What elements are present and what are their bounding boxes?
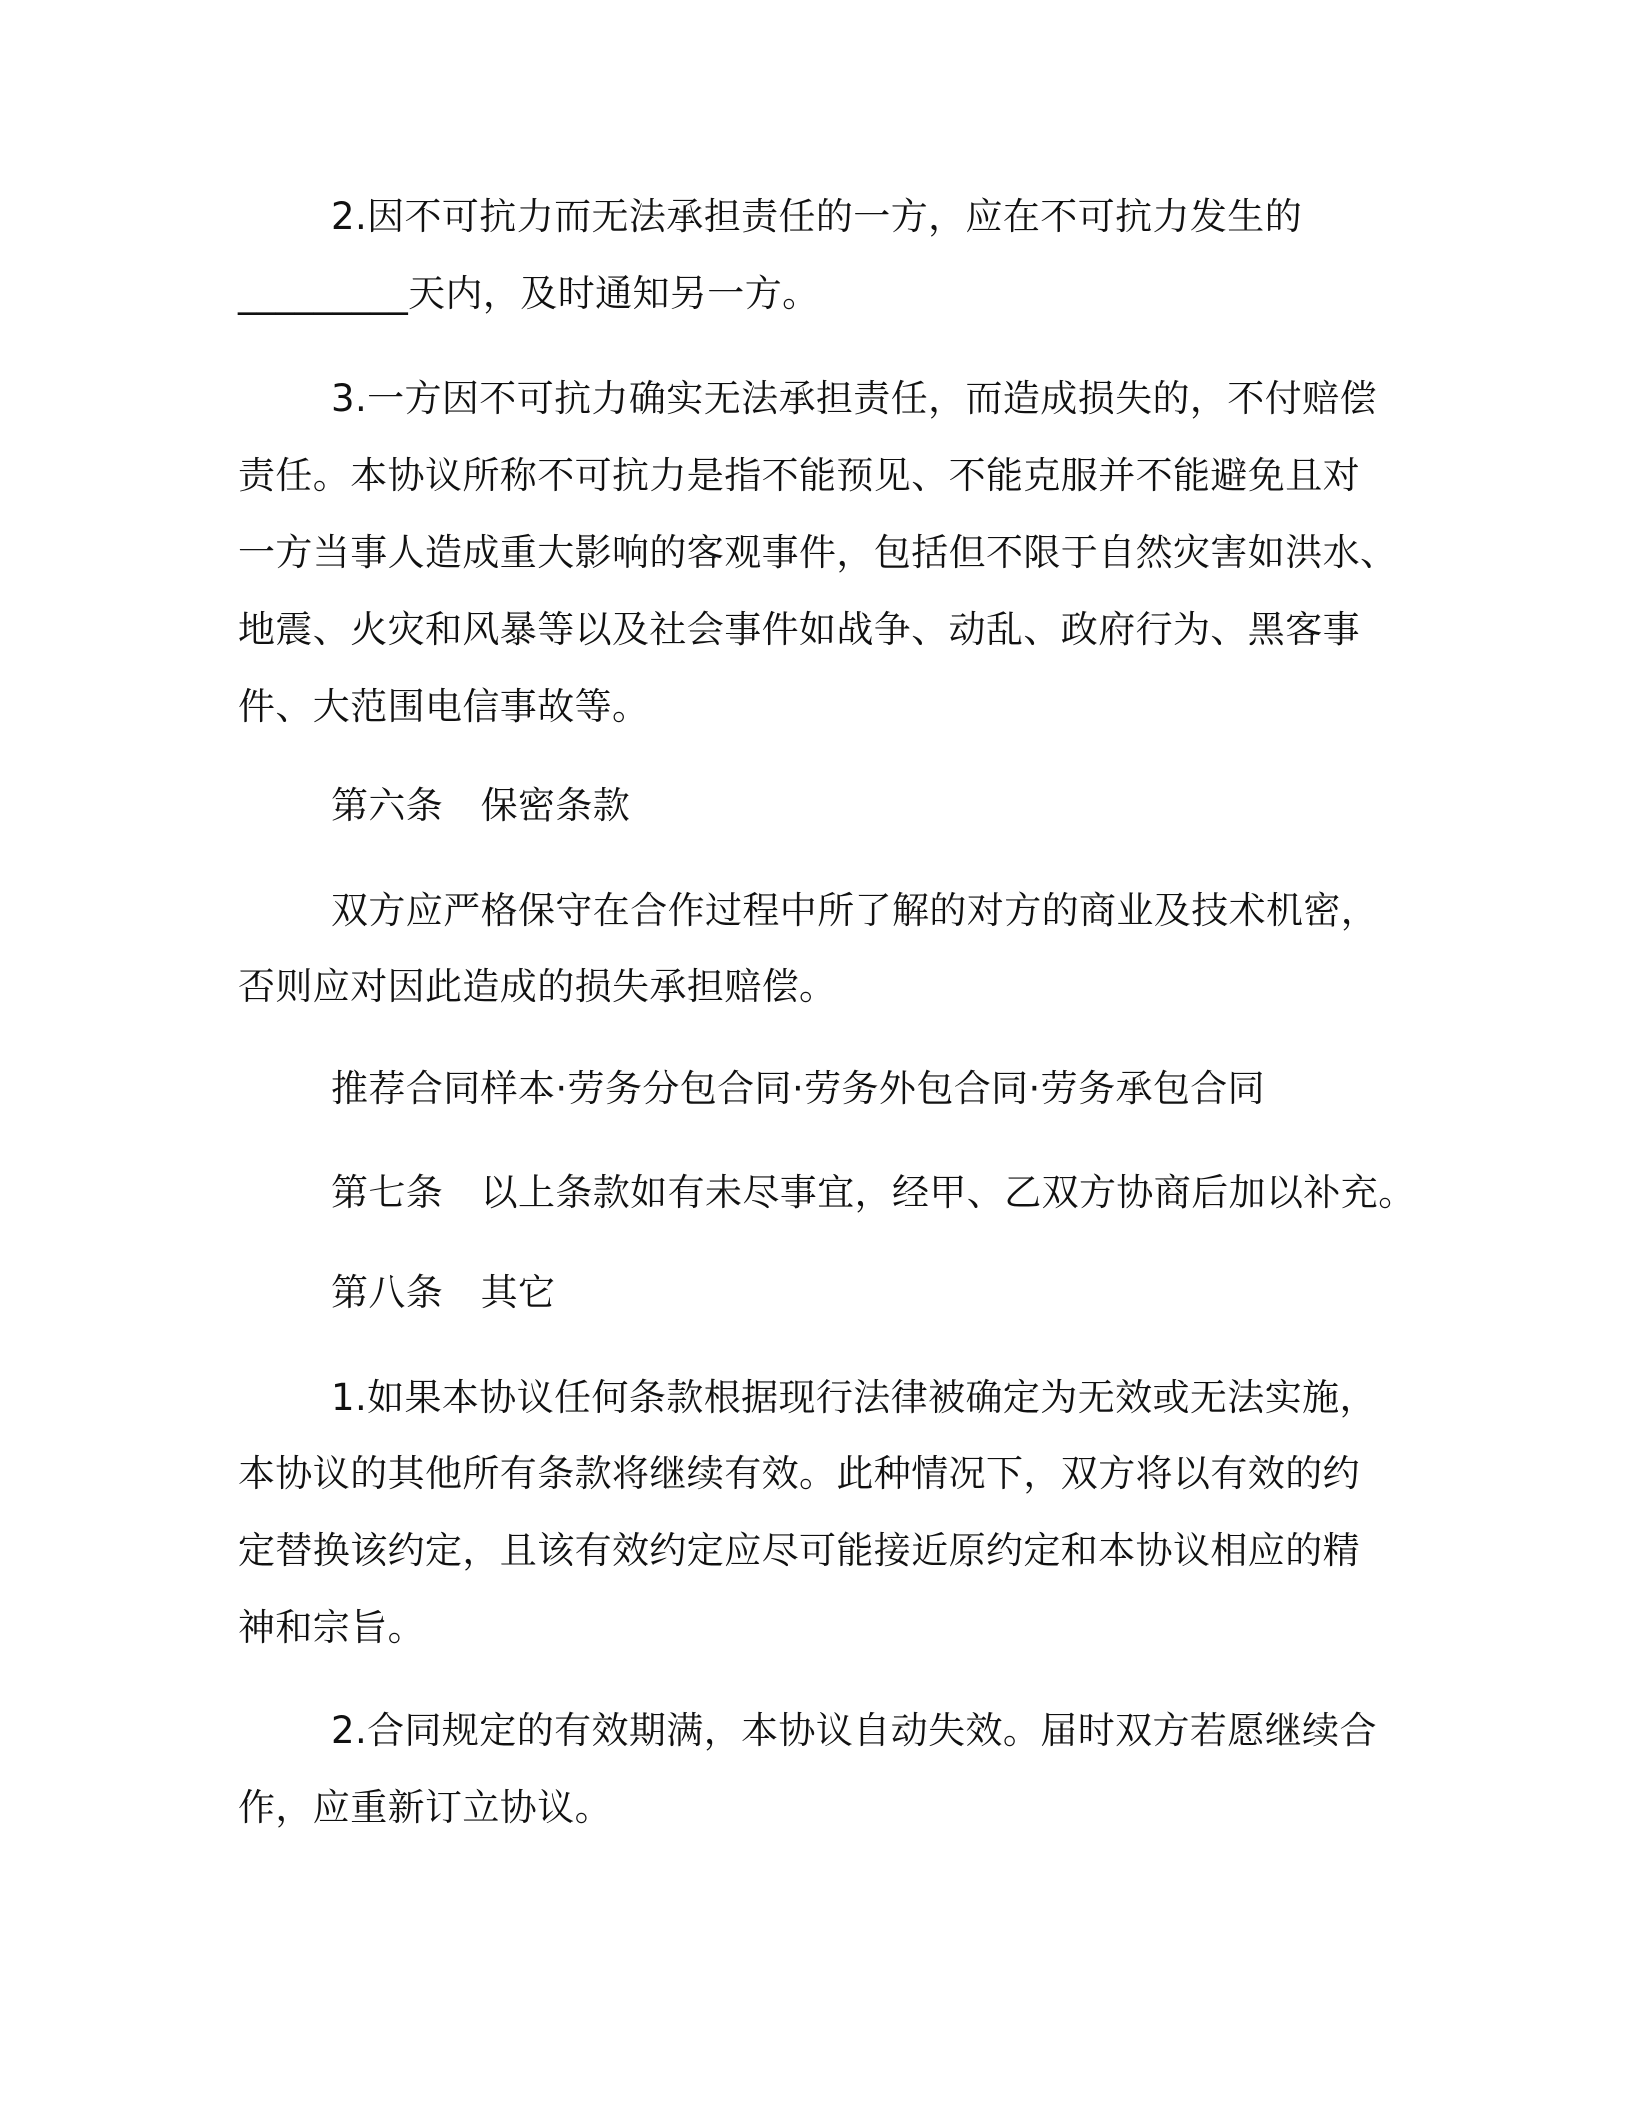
clause-5-item-3-line-3: 一方当事人造成重大影响的客观事件，包括但不限于自然灾害如洪水、 <box>238 531 1398 574</box>
clause-5-item-3-line-2: 责任。本协议所称不可抗力是指不能预见、不能克服并不能避免且对 <box>238 454 1360 497</box>
clause-5-item-3-line-1: 3.一方因不可抗力确实无法承担责任，而造成损失的，不付赔偿 <box>331 377 1377 420</box>
clause-8-item-1-line-3: 定替换该约定，且该有效约定应尽可能接近原约定和本协议相应的精 <box>238 1529 1360 1572</box>
clause-8-item-2-line-2: 作，应重新订立协议。 <box>238 1786 612 1829</box>
clause-5-item-2-line-2: _________天内，及时通知另一方。 <box>238 272 820 315</box>
clause-6-body-line-2: 否则应对因此造成的损失承担赔偿。 <box>238 965 837 1008</box>
clause-8-item-2-line-1: 2.合同规定的有效期满，本协议自动失效。届时双方若愿继续合 <box>331 1709 1377 1752</box>
clause-8-item-1-line-2: 本协议的其他所有条款将继续有效。此种情况下，双方将以有效的约 <box>238 1452 1360 1495</box>
clause-5-item-3-line-5: 件、大范围电信事故等。 <box>238 685 650 728</box>
clause-8-item-1-line-1: 1.如果本协议任何条款根据现行法律被确定为无效或无法实施， <box>331 1376 1377 1419</box>
clause-8-item-1-line-4: 神和宗旨。 <box>238 1606 425 1649</box>
clause-5-item-3-line-4: 地震、火灾和风暴等以及社会事件如战争、动乱、政府行为、黑客事 <box>238 608 1360 651</box>
clause-5-item-2-line-1: 2.因不可抗力而无法承担责任的一方，应在不可抗力发生的 <box>331 195 1303 238</box>
recommended-samples-line: 推荐合同样本·劳务分包合同·劳务外包合同·劳务承包合同 <box>331 1067 1266 1110</box>
clause-6-heading: 第六条 保密条款 <box>331 784 631 827</box>
clause-7-line: 第七条 以上条款如有未尽事宜，经甲、乙双方协商后加以补充。 <box>331 1171 1416 1214</box>
clause-8-heading: 第八条 其它 <box>331 1271 556 1314</box>
clause-6-body-line-1: 双方应严格保守在合作过程中所了解的对方的商业及技术机密， <box>331 889 1379 932</box>
